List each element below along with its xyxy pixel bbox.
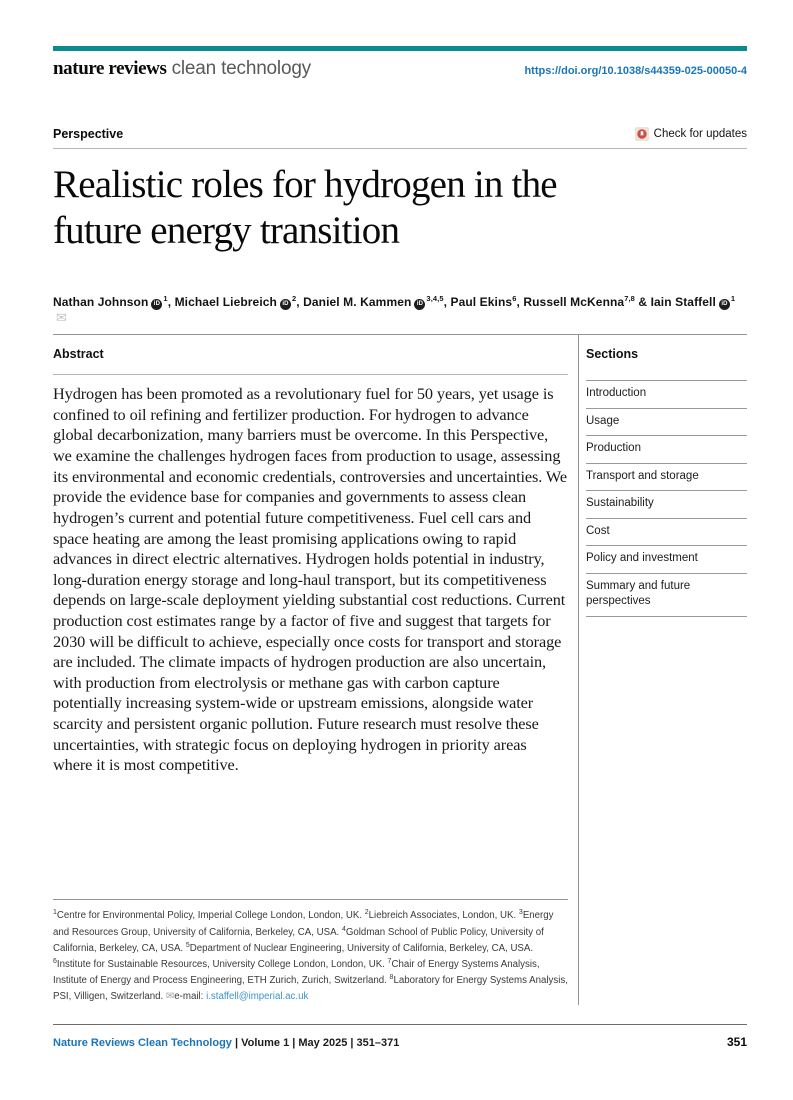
orcid-icon[interactable]: iD [414, 299, 425, 310]
sidebar-item-introduction[interactable]: Introduction [586, 381, 747, 409]
sidebar-item-summary-and-future-perspectives[interactable]: Summary and future perspectives [586, 574, 747, 617]
sidebar-item-transport-and-storage[interactable]: Transport and storage [586, 464, 747, 492]
affiliation-sup: 4 [341, 925, 346, 933]
author-name: Iain Staffell [650, 295, 716, 310]
sections-list [586, 381, 747, 617]
brand-bar [53, 46, 747, 51]
abstract-text: Hydrogen has been promoted as a revolutionary fuel for 50 years, yet usage is confined to oil refining and fertilizer production. For hydrogen to advance global decarbonization, many barriers must be overcome. In this Perspective, we examine the challenges hydrogen faces from production to usage, assessing its environmental and economic credentials, controversies and uncertainties. We provide the evidence base for companies and governments to assess clean hydrogen’s current and potential future competitiveness. Fuel cell cars and space heating are among the least promising applications owing to rapid advances in direct electric alternatives. Hydrogen holds potential in industry, long-duration energy storage and long-haul transport, but its competitiveness depends on large-scale deployment yielding substantial cost reductions. Current production cost estimates range by a factor of five and suggest that targets for 2030 will be difficult to achieve, especially once costs for transport and storage are included. The climate impacts of hydrogen production are also uncertain, with production from electrolysis or methane gas with carbon capture potentially increasing system-wide or upstream emissions, alongside water scarcity and persistent organic pollution. Future research must resolve these uncertainties, with strategic focus on deploying hydrogen in priority areas where it is most competitive. [53, 384, 568, 775]
author-affiliation-sup: 1 [730, 294, 736, 304]
email-envelope-icon: ✉ [165, 991, 175, 1003]
sidebar-item-cost[interactable]: Cost [586, 519, 747, 547]
author-list: Nathan Johnson $iD^1$, Michael Liebreich $iD^2$, Daniel M. Kammen iD$^{3,4,5}$, Paul Ekins$^6$, Russell McKenna$^{7,8}$ & Iain Staffell $iD^1✉$ [53, 294, 736, 326]
affiliation-sup: 3 [518, 909, 523, 917]
abstract-column [53, 335, 578, 1005]
doi-link[interactable]: https://doi.org/10.1038/s44359-025-00050-4 [524, 65, 747, 77]
article-page [0, 46, 793, 1100]
author-affiliation-sup: 6 [512, 294, 517, 304]
affiliation-sup: 1 [53, 909, 57, 917]
orcid-icon[interactable]: iD [151, 299, 162, 310]
affiliations-footnote: $^1$Centre for Environmental Policy, Imperial College London, London, UK. $^2$Liebreich Associates, London, UK. $^3$Energy and Resources Group, University of California, Berkeley, CA, USA. $^4$Goldman School of Public Policy, University of California, Berkeley, CA, USA. $^5$Department of Nuclear Engineering, University of California, Berkeley, CA, USA. $^6$Institute for Sustainable Resources, University College London, London, UK. $^7$Chair of Energy Systems Analysis, Institute of Energy and Process Engineering, ETH Zurich, Zurich, Switzerland. $^8$Laboratory for Energy Systems Analysis, PSI, Villigen, Switzerland. ✉e-mail: i.staffell@imperial.ac.uk [53, 899, 568, 1005]
author-affiliation-sup: 2 [291, 294, 297, 304]
journal-logo [53, 58, 311, 80]
footer-citation [53, 1037, 399, 1049]
crossmark-icon [635, 127, 649, 141]
author-affiliation-sup: 7,8 [624, 294, 635, 304]
journal-name-light: clean technology [171, 58, 311, 79]
sections-sidebar [578, 335, 747, 1005]
author-name: Daniel M. Kammen [303, 295, 412, 310]
doi [524, 61, 747, 79]
email-link[interactable]: i.staffell@imperial.ac.uk [206, 991, 309, 1003]
page-title: Realistic roles for hydrogen in the future energy transition [53, 163, 557, 252]
abstract-heading: Abstract [53, 335, 568, 375]
affiliation-sup: 7 [387, 957, 392, 965]
page-footer [53, 1024, 747, 1049]
sidebar-item-production[interactable]: Production [586, 436, 747, 464]
kicker-row [53, 127, 747, 141]
footer-issue-meta: | Volume 1 | May 2025 | 351–371 [234, 1037, 400, 1050]
affiliation-sup: 2 [364, 909, 369, 917]
check-for-updates-label: Check for updates [653, 128, 747, 140]
author-name: Russell McKenna [523, 295, 625, 310]
author-affiliation-sup: 3,4,5 [426, 294, 444, 304]
article-type-label: Perspective [53, 127, 124, 141]
affiliation-sup: 6 [53, 957, 57, 965]
kicker-divider [53, 148, 747, 149]
author-name: Paul Ekins [450, 295, 513, 310]
affiliation-sup: 5 [185, 941, 190, 949]
author-affiliation-sup: 1 [163, 294, 168, 304]
check-for-updates-button[interactable] [635, 127, 747, 141]
orcid-icon[interactable]: iD [280, 299, 291, 310]
author-name: Nathan Johnson [53, 295, 149, 310]
footer-journal-link[interactable]: Nature Reviews Clean Technology [53, 1037, 232, 1050]
sidebar-item-sustainability[interactable]: Sustainability [586, 491, 747, 519]
sections-heading: Sections [586, 335, 747, 381]
sidebar-item-usage[interactable]: Usage [586, 409, 747, 437]
masthead [53, 58, 747, 80]
page-number: 351 [726, 1035, 747, 1050]
affiliation-sup: 8 [389, 974, 394, 982]
author-name: Michael Liebreich [174, 295, 277, 310]
orcid-icon[interactable]: iD [719, 299, 730, 310]
sidebar-item-policy-and-investment[interactable]: Policy and investment [586, 546, 747, 574]
main-content [53, 335, 747, 1005]
journal-name-bold: nature reviews [53, 58, 167, 79]
corresponding-author-envelope-icon: ✉ [56, 310, 67, 326]
